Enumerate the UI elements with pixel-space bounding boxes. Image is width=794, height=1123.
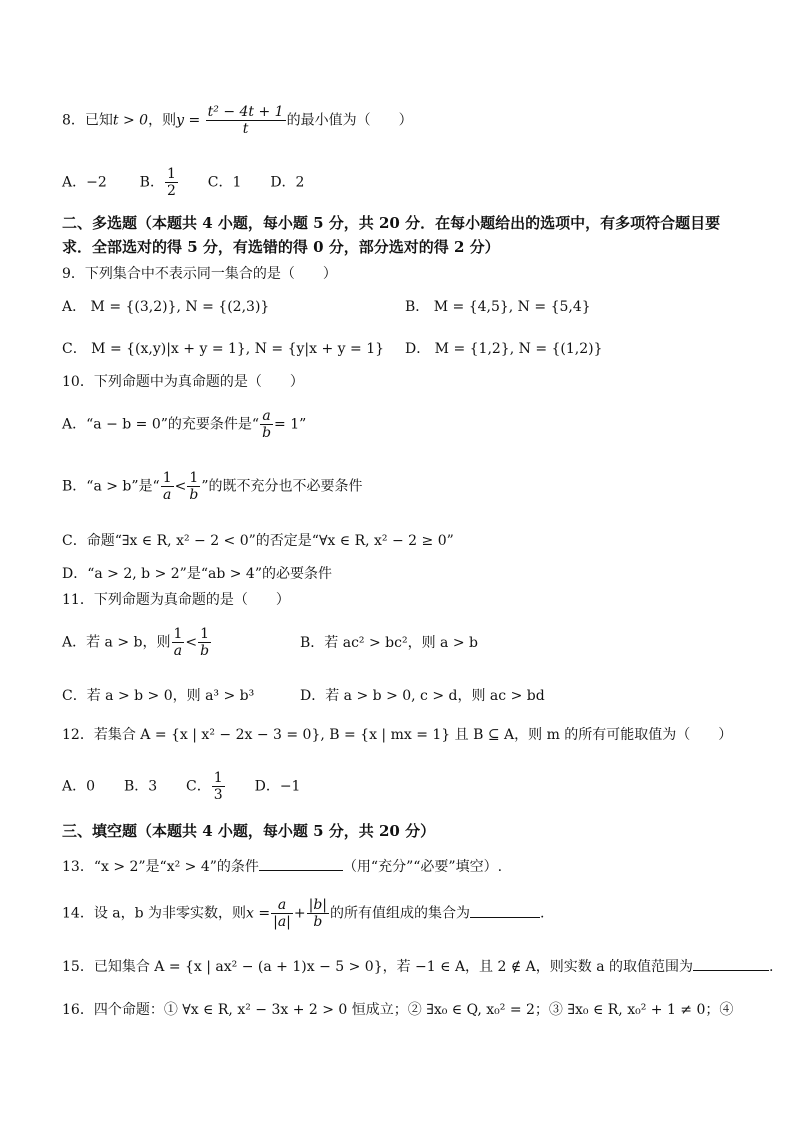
q8-options (62, 166, 304, 199)
q10-b-num-1: 1 (162, 470, 172, 486)
q11-stem: 11．下列命题为真命题的是（ ） (62, 592, 290, 608)
q14-x-eq: x = (246, 905, 271, 922)
q9-stem: 9．下列集合中不表示同一集合的是（ ） (62, 266, 337, 282)
q14-prefix: 14．设 a，b 为非零实数，则 (62, 905, 247, 922)
q15-answer-blank[interactable] (693, 958, 769, 971)
q11-option-c: C．若 a > b > 0，则 a³ > b³ (62, 688, 255, 704)
q8-option-b-fraction (165, 166, 178, 199)
q12-options (62, 770, 300, 803)
q13-suffix: （用“充分”“必要”填空）. (342, 859, 503, 875)
q8-fraction (206, 104, 286, 137)
question-15 (62, 958, 774, 976)
q14-plus: + (293, 905, 306, 922)
q10-b-prefix: B．“a > b”是“ (62, 478, 160, 495)
q12-option-b: B．3 (123, 778, 158, 795)
q11-option-b: B．若 ac² > bc²，则 a > b (300, 635, 478, 651)
q10-a-suffix: = 1” (274, 416, 307, 433)
q10-stem: 10．下列命题中为真命题的是（ ） (62, 374, 304, 390)
q8-condition: t > 0 (112, 112, 149, 129)
q15-end: . (769, 959, 774, 975)
q10-b-lt: < (174, 478, 187, 495)
q9-option-c: C． M = {(x,y)|x + y = 1}, N = {y|x + y = 1} (62, 341, 385, 357)
q14-den-2: b (313, 914, 323, 930)
question-13 (62, 858, 502, 876)
q11-a-fraction-1 (172, 626, 185, 659)
q8-option-b-label: B． (139, 174, 164, 191)
q11-a-den-2: b (200, 643, 210, 659)
q10-b-fraction-1 (161, 470, 174, 503)
q11-a-num-1: 1 (173, 626, 183, 642)
q9-option-a: A． M = {(3,2)}, N = {(2,3)} (62, 299, 270, 315)
q9-option-b: B． M = {4,5}, N = {5,4} (405, 299, 591, 315)
q14-suffix: 的所有值组成的集合为 (330, 905, 471, 922)
q10-b-den-1: a (162, 487, 172, 503)
q8-option-a: A．−2 (62, 174, 107, 191)
q10-b-fraction-2 (187, 470, 200, 503)
q10-b-suffix: ”的既不充分也不必要条件 (201, 478, 363, 495)
q10-a-fraction (260, 408, 273, 441)
q14-num-2: |b| (308, 897, 328, 913)
q8-stem-suffix: 的最小值为（ ） (286, 112, 413, 129)
question-14 (62, 897, 544, 930)
q8-option-b-den: 2 (166, 183, 176, 199)
q15-prefix: 15．已知集合 A = {x | ax² − (a + 1)x − 5 > 0}，若 −1 ∈ A，且 2 ∉ A，则实数 a 的取值范围为 (62, 959, 694, 975)
q12-option-d: D．−1 (254, 778, 301, 795)
q14-fraction-2 (307, 897, 329, 930)
section-3-heading: 三、填空题（本题共 4 小题，每小题 5 分，共 20 分） (62, 822, 436, 840)
q8-frac-numerator: t² − 4t + 1 (207, 104, 284, 120)
q12-stem: 12．若集合 A = {x | x² − 2x − 3 = 0}, B = {x | mx = 1} 且 B ⊆ A，则 m 的所有可能取值为（ ） (62, 727, 733, 743)
q12-option-c-fraction (212, 770, 225, 803)
q10-a-num: a (260, 408, 273, 425)
q10-b-num-2: 1 (187, 470, 200, 487)
q14-den-1: |a| (273, 914, 291, 930)
q10-option-b (62, 470, 363, 503)
q8-option-b-num: 1 (166, 166, 176, 182)
q11-a-fraction-2 (198, 626, 211, 659)
q13-answer-blank[interactable] (259, 858, 343, 871)
q11-a-num-2: 1 (198, 626, 211, 643)
q12-option-c-label: C． (186, 778, 211, 795)
q12-c-den: 3 (213, 787, 223, 803)
q13-prefix: 13．“x > 2”是“x² > 4”的条件 (62, 859, 259, 875)
q11-option-d: D．若 a > b > 0, c > d，则 ac > bd (300, 688, 545, 704)
q8-option-c: C．1 (207, 174, 242, 191)
q9-option-d: D． M = {1,2}, N = {(1,2)} (405, 341, 603, 357)
q11-a-prefix: A．若 a > b，则 (62, 634, 171, 651)
q11-option-a (62, 626, 212, 659)
q10-option-a (62, 408, 306, 441)
q11-a-lt: < (185, 634, 198, 651)
q14-answer-blank[interactable] (470, 905, 540, 918)
q10-a-prefix: A．“a − b = 0”的充要条件是“ (62, 416, 260, 433)
q12-c-num: 1 (213, 770, 223, 786)
q8-stem-prefix: 8．已知 (62, 112, 113, 129)
question-16: 16．四个命题：① ∀x ∈ R, x² − 3x + 2 > 0 恒成立；② ∃x₀ ∈ Q, x₀² = 2；③ ∃x₀ ∈ R, x₀² + 1 ≠ 0；④ (62, 1002, 734, 1018)
q14-fraction-1 (271, 897, 293, 930)
q14-end: . (540, 905, 545, 922)
q11-a-den-1: a (173, 643, 183, 659)
question-8 (62, 104, 413, 137)
q10-option-d: D．“a > 2, b > 2”是“ab > 4”的必要条件 (62, 566, 332, 582)
q8-y-eq: y = (176, 112, 201, 129)
q12-option-a: A．0 (62, 778, 96, 795)
q10-a-den: b (262, 425, 272, 441)
q14-num-1: a (271, 897, 293, 914)
q10-b-den-2: b (189, 487, 199, 503)
q8-frac-denominator: t (242, 121, 249, 137)
q8-stem-mid: ，则 (148, 112, 177, 129)
q10-option-c: C．命题“∃x ∈ R, x² − 2 < 0”的否定是“∀x ∈ R, x² − 2 ≥ 0” (62, 533, 454, 549)
section-2-heading: 二、多选题（本题共 4 小题，每小题 5 分，共 20 分．在每小题给出的选项中，有多项符合题目要求．全部选对的得 5 分，有选错的得 0 分，部分选对的得 2 分） (62, 214, 721, 256)
q8-option-d: D．2 (270, 174, 305, 191)
